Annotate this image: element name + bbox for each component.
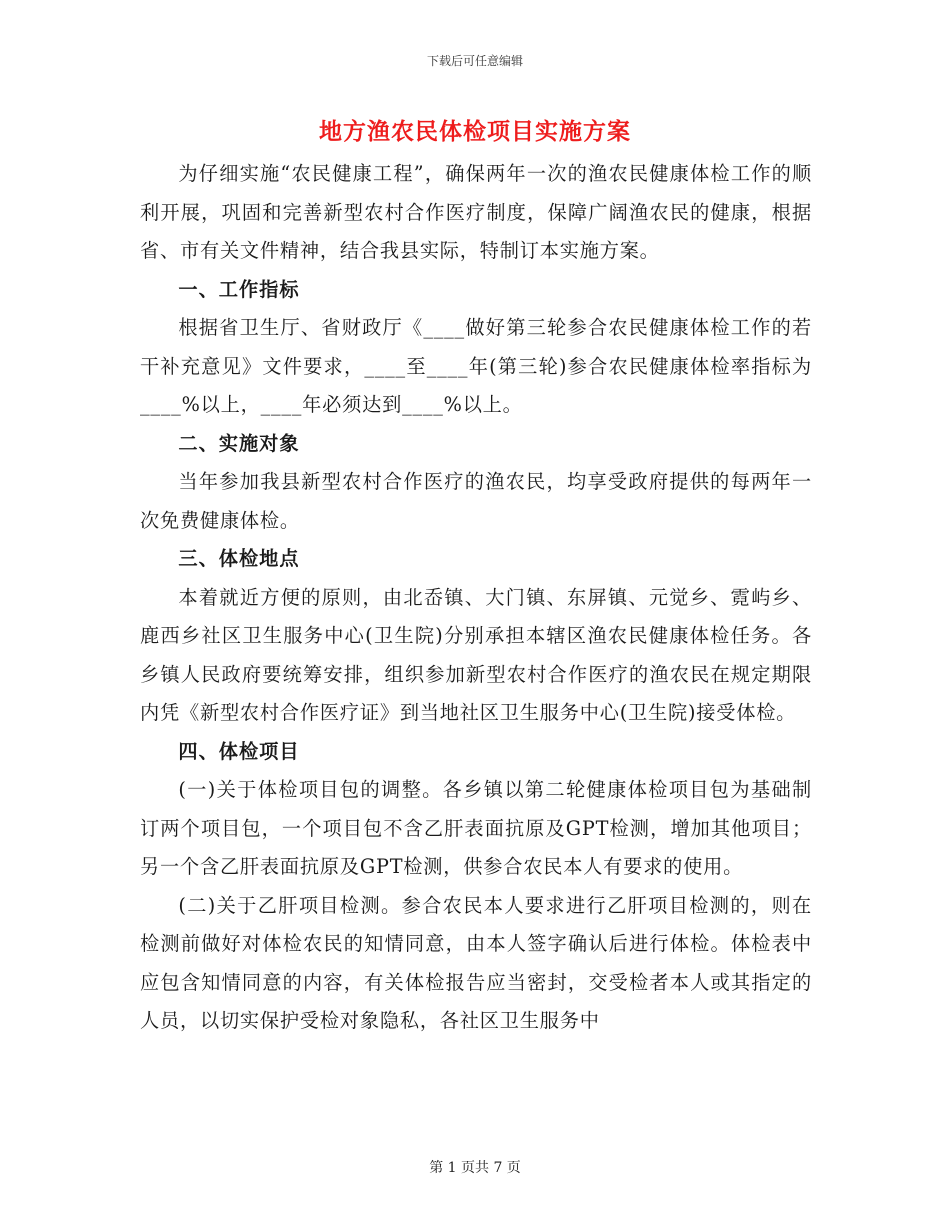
intro-paragraph: 为仔细实施“农民健康工程”，确保两年一次的渔农民健康体检工作的顺利开展，巩固和完善新型农村合作医疗制度，保障广阔渔农民的健康，根据省、市有关文件精神，结合我县实际，特制订本实施方案。 bbox=[140, 162, 812, 262]
document-title: 地方渔农民体检项目实施方案 bbox=[319, 118, 631, 145]
section2-paragraph: 当年参加我县新型农村合作医疗的渔农民，均享受政府提供的每两年一次免费健康体检。 bbox=[140, 470, 812, 532]
section4-item1-paragraph: (一)关于体检项目包的调整。各乡镇以第二轮健康体检项目包为基础制订两个项目包，一个项目包不含乙肝表面抗原及GPT检测，增加其他项目；另一个含乙肝表面抗原及GPT检测，供参合农民本人有要求的使用。 bbox=[140, 778, 812, 878]
section4-item2-paragraph: (二)关于乙肝项目检测。参合农民本人要求进行乙肝项目检测的，则在检测前做好对体检农民的知情同意，由本人签字确认后进行体检。体检表中应包含知情同意的内容，有关体检报告应当密封，交受检者本人或其指定的人员，以切实保护受检对象隐私，各社区卫生服务中 bbox=[140, 893, 812, 1032]
section3-heading: 三、体检地点 bbox=[178, 547, 300, 570]
header-note: 下载后可任意编辑 bbox=[426, 54, 523, 68]
section3-paragraph: 本着就近方便的原则，由北岙镇、大门镇、东屏镇、元觉乡、霓屿乡、鹿西乡社区卫生服务中心(卫生院)分别承担本辖区渔农民健康体检任务。各乡镇人民政府要统筹安排，组织参加新型农村合作医疗的渔农民在规定期限内凭《新型农村合作医疗证》到当地社区卫生服务中心(卫生院)接受体检。 bbox=[140, 585, 812, 724]
section1-heading: 一、工作指标 bbox=[178, 277, 300, 301]
page-footer: 第 1 页共 7 页 bbox=[429, 1160, 521, 1176]
section1-paragraph: 根据省卫生厅、省财政厅《____做好第三轮参合农民健康体检工作的若干补充意见》文件要求，____至____年(第三轮)参合农民健康体检率指标为____%以上，____年必须达到____%以上。 bbox=[140, 316, 812, 416]
section2-heading: 二、实施对象 bbox=[178, 431, 300, 455]
section4-heading: 四、体检项目 bbox=[178, 739, 300, 763]
document-body bbox=[140, 155, 812, 1041]
